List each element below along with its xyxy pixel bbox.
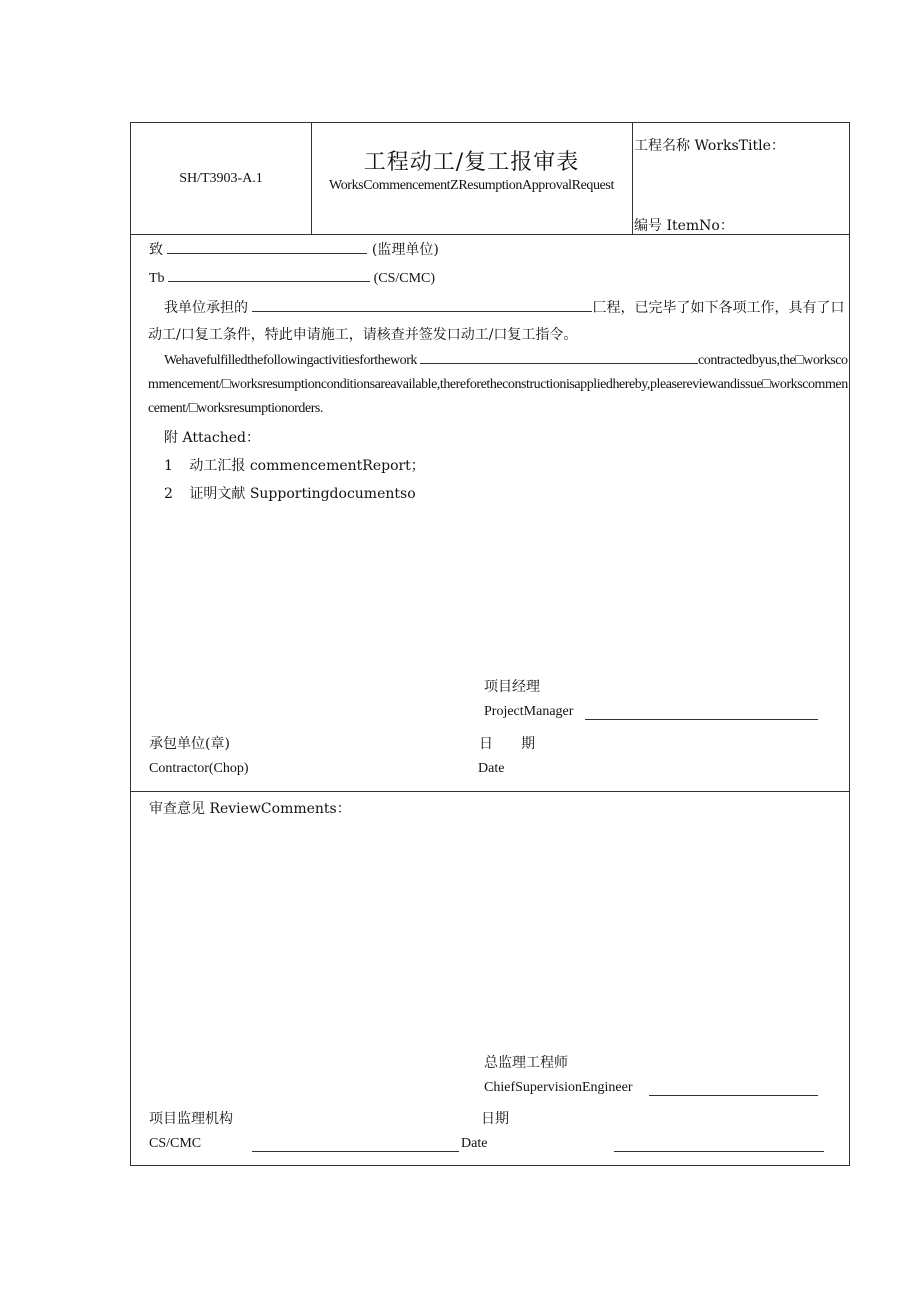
attachment-item [164,455,425,475]
attached-label: 附 Attached： [164,430,261,446]
works-name-blank-en[interactable] [420,349,698,364]
chief-signature-line[interactable] [649,1095,818,1096]
supervision-org-cn: 项目监理机构 [149,1111,233,1127]
attachment-item [164,483,416,503]
attachment-text: 动工汇报 commencementReport； [189,458,425,474]
form-header [131,123,849,235]
review-date-en: Date [461,1136,488,1151]
to-cn-suffix: (监理单位) [371,242,439,258]
cn-prefix: 我单位承担的 [164,300,248,316]
section-divider [131,791,849,792]
form-title-cell [311,123,633,234]
review-date-cn: 日期 [481,1111,509,1127]
en-rest: contractedbyus,the□workscommencement/□worksresumptionconditionsareavailable,thereforetheconstructionisappliedhereby,pleasereviewandissue□workscommencement/□worksresumptionorders. [148,353,848,416]
works-title-label: 工程名称 WorksTitle： [634,138,785,154]
to-en-suffix: (CS/CMC) [373,271,436,286]
project-info-cell [632,123,849,234]
pm-label-cn: 项目经理 [484,679,540,695]
form-title-en: WorksCommencementZResumptionApprovalRequest [329,178,614,193]
form-code-cell [131,123,312,234]
supervisor-unit-blank[interactable] [167,239,367,254]
works-name-blank[interactable] [252,297,592,312]
attachment-num: 1 [164,458,173,474]
cs-cmc-blank[interactable] [168,267,370,282]
approval-form [130,122,850,1166]
pm-signature-line[interactable] [585,719,818,720]
addressee-en [149,267,435,287]
cn-rest: 匚程，已完毕了如下各项工作，具有了口动工/口复工条件，特此申请施工，请核查并签发口动工/口复工指令。 [148,300,845,343]
attachment-num: 2 [164,486,173,502]
to-cn-label: 致 [149,242,163,258]
chief-engineer-cn: 总监理工程师 [484,1055,568,1071]
contractor-date-en: Date [478,761,505,776]
application-text-en [148,349,848,421]
form-code: SH/T3903-A.1 [179,171,263,186]
item-no-label: 编号 ItemNo： [634,218,734,234]
org-signature-line[interactable] [252,1151,459,1152]
review-date-line[interactable] [614,1151,824,1152]
attachment-text: 证明文献 Supportingdocumentso [189,486,416,502]
chief-engineer-en: ChiefSupervisionEngineer [484,1080,633,1095]
form-title-cn: 工程动工/复工报审表 [363,150,580,175]
contractor-unit-en: Contractor(Chop) [149,761,249,776]
supervision-org-en: CS/CMC [149,1136,202,1151]
contractor-unit-cn: 承包单位(章) [149,736,230,752]
pm-label-en: ProjectManager [484,704,574,719]
contractor-date-cn: 日 期 [479,736,535,752]
application-text-cn [148,295,848,349]
to-en-label: Tb [149,271,165,286]
review-comments-label: 审查意见 ReviewComments： [149,801,351,817]
addressee-cn [149,239,439,259]
en-prefix: Wehavefulfilledthefollowingactivitiesforthework [164,353,417,368]
